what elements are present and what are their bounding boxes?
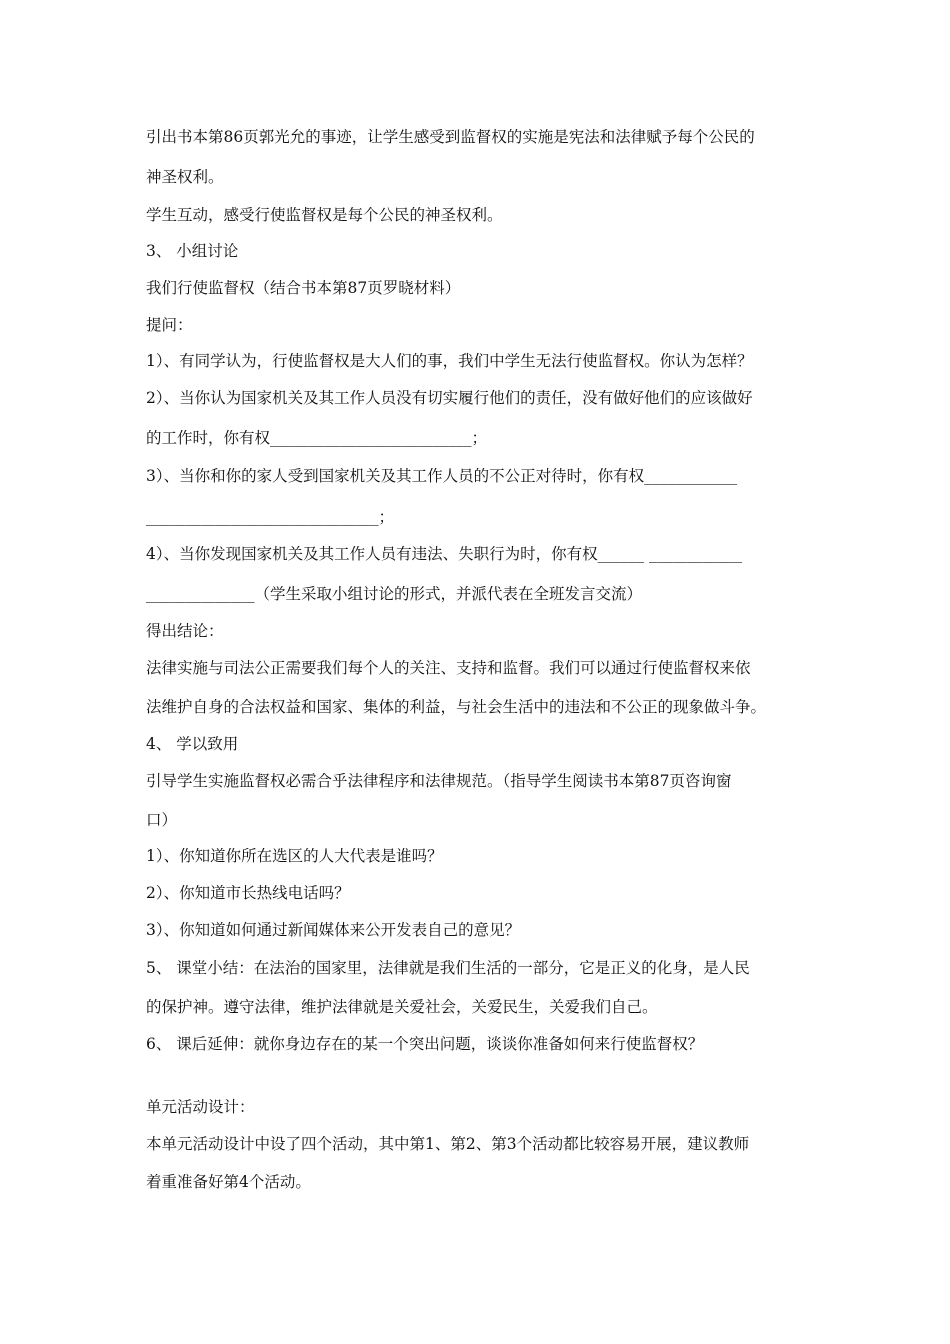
paragraph-line: 引出书本第86页郭光允的事迹，让学生感受到监督权的实施是宪法和法律赋予每个公民的 (146, 128, 755, 146)
question-line: 4）、当你发现国家机关及其工作人员有违法、失职行为时，你有权______ ____________ (146, 545, 743, 563)
question-line: 3）、你知道如何通过新闻媒体来公开发表自己的意见？ (146, 921, 521, 939)
section-heading: 6、 课后延伸：就你身边存在的某一个突出问题，谈谈你准备如何来行使监督权？ (146, 1035, 704, 1053)
section-heading: 5、 课堂小结：在法治的国家里，法律就是我们生活的一部分，它是正义的化身，是人民 (146, 959, 750, 977)
question-line: ______________（学生采取小组讨论的形式，并派代表在全班发言交流） (146, 585, 643, 603)
section-heading: 3、 小组讨论 (146, 242, 239, 260)
paragraph-line: 着重准备好第4个活动。 (146, 1173, 311, 1191)
paragraph-line: 法维护自身的合法权益和国家、集体的利益，与社会生活中的违法和不公正的现象做斗争。 (146, 698, 767, 716)
paragraph-line: 的保护神。遵守法律，维护法律就是关爱社会，关爱民生，关爱我们自己。 (146, 998, 658, 1016)
question-line: 1）、有同学认为，行使监督权是大人们的事，我们中学生无法行使监督权。你认为怎样？ (146, 352, 753, 370)
paragraph-line: 法律实施与司法公正需要我们每个人的关注、支持和监督。我们可以通过行使监督权来依 (146, 659, 751, 677)
question-line: 2）、当你认为国家机关及其工作人员没有切实履行他们的责任，没有做好他们的应该做好 (146, 389, 753, 407)
question-line: 2）、你知道市长热线电话吗？ (146, 884, 350, 902)
section-heading: 单元活动设计： (146, 1098, 255, 1116)
question-line: 1）、你知道你所在选区的人大代表是谁吗？ (146, 847, 443, 865)
paragraph-line: 我们行使监督权（结合书本第87页罗晓材料） (146, 279, 461, 297)
paragraph-line: 引导学生实施监督权必需合乎法律程序和法律规范。（指导学生阅读书本第87页咨询窗 (146, 772, 732, 790)
question-line: ______________________________； (146, 508, 395, 526)
paragraph-line: 本单元活动设计中设了四个活动，其中第1、第2、第3个活动都比较容易开展，建议教师 (146, 1135, 750, 1153)
section-heading: 4、 学以致用 (146, 735, 239, 753)
paragraph-line: 学生互动，感受行使监督权是每个公民的神圣权利。 (146, 206, 503, 224)
paragraph-line: 提问： (146, 316, 193, 334)
paragraph-line: 得出结论： (146, 622, 224, 640)
paragraph-line: 神圣权利。 (146, 168, 224, 186)
question-line: 3）、当你和你的家人受到国家机关及其工作人员的不公正对待时，你有权____________ (146, 467, 738, 485)
question-line: 的工作时，你有权__________________________； (146, 429, 488, 447)
paragraph-line: 口） (146, 811, 178, 829)
